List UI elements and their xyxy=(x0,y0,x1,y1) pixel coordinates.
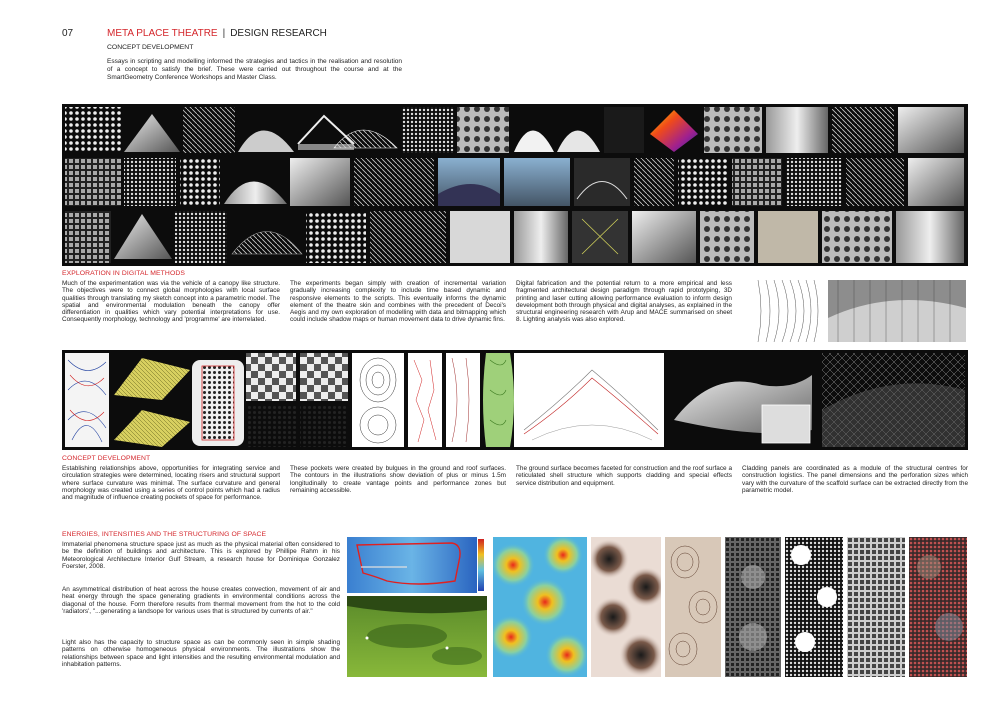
perforation-panel-4 xyxy=(909,537,967,677)
concept-column-2: These pockets were created by bulgues in the ground and roof surfaces. The contours in the illustrations show deviation of plus or minus 1.5m longitudinally to create vantage points and performance zones but remaining accessible. xyxy=(290,465,506,494)
exploration-column-3: Digital fabrication and the potential return to a more empirical and less fragmented architectural design paradigm through rapid prototyping, 3D printing and laser cutting allowing performance evaluation to inform design development both through physical and digital analyses, as explained in the structural engineering research with Arup and MACE summarised on sheet 8. Lighting analysis was also explored. xyxy=(516,280,732,324)
light-intensity-blur xyxy=(591,537,661,677)
page-title xyxy=(107,28,327,39)
concept-column-1: Establishing relationships above, opportunities for integrating service and circulation strategies were determined, locating risers and structural support where surface curvature was minimal. The surface curvature and general morphology was created using a series of control points which had a radius and magnitude of influence creating pockets of space for performance. xyxy=(62,465,280,502)
concept-column-4: Cladding panels are coordinated as a module of the structural centres for construction logistics. The panel dimensions and the perforation sizes which vary with the curvature of the scaffold surface can be extracted directly from the parametric model. xyxy=(742,465,968,494)
title-separator: | xyxy=(222,28,226,39)
contour-panel xyxy=(665,537,721,677)
heatmap-panel xyxy=(493,537,587,677)
concept-column-3: The ground surface becomes faceted for construction and the roof surface a reticulated shell structure which supports cladding and special effects service distribution and equipment. xyxy=(516,465,732,487)
intro-paragraph: Essays in scripting and modelling informed the strategies and tactics in the realisation and resolution of a concept to satisfy the brief. These were carried out throughout the course and at the SmartGeometry Conference Workshops and Master Class. xyxy=(107,58,402,81)
perforation-pattern-grid xyxy=(847,537,905,677)
exploration-column-1: Much of the experimentation was via the vehicle of a canopy like structure. The objectives were to connect global morphologies with local surface qualities through translating my sketch concept into a parametric model. The spatial and environmental modulation beneath the canopy offer differentiation in qualities which vary potential interpretations for use. Consequently morphology, technology and 'programme' are interrelated. xyxy=(62,280,280,324)
page-number: 07 xyxy=(62,28,74,39)
perforation-pattern-bw xyxy=(785,537,843,677)
perforation-pattern-grey xyxy=(725,537,781,677)
energies-paragraph-3: Light also has the capacity to structure space as can be commonly seen in simple shading patterns on otherwise homogeneous physical environments. The illustrations show the relationships between space and light intensities and the resulting environmental modulation and inhabitation patterns. xyxy=(62,639,340,668)
exploration-column-2: The experiments began simply with creation of incremental variation gradually increasing complexity to include time based dynamic and responsive elements to the scripts. This eventually informs the dynamic element of the theatre skin and combines with the precedent of Decoi's Aegis and my own exploration of modelling with data and bitmapping which could include shadow maps or human movement data to drive dynamic fins. xyxy=(290,280,506,324)
blur-panel xyxy=(591,537,661,677)
thermal-diagram xyxy=(347,537,487,593)
title-section: DESIGN RESEARCH xyxy=(230,28,327,39)
park-photo xyxy=(347,596,487,677)
concept-title: CONCEPT DEVELOPMENT xyxy=(62,455,151,462)
fabrication-illustration xyxy=(752,278,968,344)
digital-methods-image-strip xyxy=(62,104,968,266)
fabrication-images xyxy=(752,278,968,344)
page-subtitle: CONCEPT DEVELOPMENT xyxy=(107,44,194,51)
title-project: META PLACE THEATRE xyxy=(107,28,218,39)
energies-paragraph-1: Immaterial phenomena structure space just as much as the physical material often considered to be the definition of buildings and architecture. This is explored by Phillipe Rahm in his Meteorological Architecture Interior Gulf Stream, a research house for Dominique Gonzalez Foerster, 2008. xyxy=(62,541,340,570)
perforation-panel-1 xyxy=(725,537,781,677)
concept-collage xyxy=(62,350,968,450)
exploration-title: EXPLORATION IN DIGITAL METHODS xyxy=(62,270,185,277)
light-contour-map xyxy=(665,537,721,677)
energies-paragraph-2: An asymmetrical distribution of heat across the house creates convection, movement of air and heat energy through the space generating gradients in environmental conditions across the diagonal of the house. Form therefore results from thermal movement from the hot to the cold 'radiators', "...generating a landsope for various uses that is structured by currents of air." xyxy=(62,586,340,615)
perforation-pattern-color xyxy=(909,537,967,677)
perforation-panel-2 xyxy=(785,537,843,677)
concept-image-strip xyxy=(62,350,968,450)
digital-methods-collage xyxy=(62,104,968,266)
energies-title: ENERGIES, INTENSITIES AND THE STRUCTURING OF SPACE xyxy=(62,531,267,538)
thermal-gradient-plan xyxy=(347,537,487,593)
light-intensity-heatmap xyxy=(493,537,587,677)
perforation-panel-3 xyxy=(847,537,905,677)
park-shade-photo xyxy=(347,596,487,677)
